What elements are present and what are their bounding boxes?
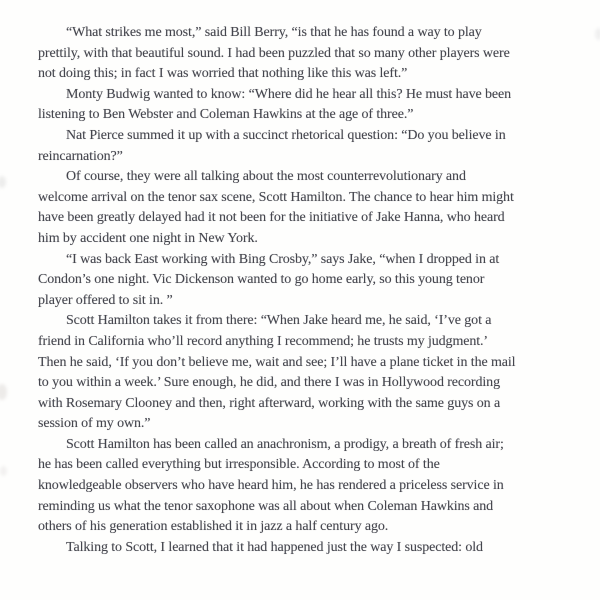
text-line: Scott Hamilton takes it from there: “When Jake heard me, he said, ‘I’ve got a <box>66 313 492 329</box>
text-line: welcome arrival on the tenor sax scene, Scott Hamilton. The chance to hear him might <box>38 189 514 205</box>
text-line: he has been called everything but irresponsible. According to most of the <box>38 457 440 473</box>
scan-smudge-artifact <box>0 466 7 476</box>
text-line: friend in California who’ll record anything I recommend; he trusts my judgment.’ <box>38 333 488 349</box>
text-line: Then he said, ‘If you don’t believe me, wait and see; I’ll have a plane ticket in the mail <box>38 354 516 370</box>
text-line: Monty Budwig wanted to know: “Where did he hear all this? He must have been <box>66 86 512 102</box>
text-line: prettily, with that beautiful sound. I had been puzzled that so many other players were <box>38 45 510 61</box>
text-line: Nat Pierce summed it up with a succinct rhetorical question: “Do you believe in <box>66 127 506 143</box>
text-line: not doing this; in fact I was worried that nothing like this was left.” <box>38 66 408 82</box>
text-line: listening to Ben Webster and Coleman Hawkins at the age of three.” <box>38 107 414 123</box>
text-line: player offered to sit in. ” <box>38 292 173 308</box>
text-line: “I was back East working with Bing Crosby,” says Jake, “when I dropped in at <box>66 251 500 267</box>
text-line: session of my own.” <box>38 416 151 432</box>
text-line: others of his generation established it in jazz a half century ago. <box>38 519 389 535</box>
text-line: “What strikes me most,” said Bill Berry, “is that he has found a way to play <box>66 25 482 40</box>
text-line: knowledgeable observers who have heard him, he has rendered a priceless service in <box>38 478 504 494</box>
text-line: reminding us what the tenor saxophone was all about when Coleman Hawkins and <box>38 498 494 514</box>
text-line: to you within a week.’ Sure enough, he did, and there I was in Hollywood recording <box>38 375 500 391</box>
text-line: Condon’s one night. Vic Dickenson wanted to go home early, so this young tenor <box>38 272 485 288</box>
text-line: Scott Hamilton has been called an anachronism, a prodigy, a breath of fresh air; <box>66 436 504 452</box>
text-line: with Rosemary Clooney and then, right afterward, working with the same guys on a <box>38 395 501 411</box>
scan-smudge-artifact <box>595 28 600 40</box>
text-line: reincarnation?” <box>38 148 123 164</box>
scan-smudge-artifact <box>0 176 6 188</box>
text-line: him by accident one night in New York. <box>38 230 258 246</box>
text-block <box>38 23 594 558</box>
text-line: have been greatly delayed had it not been for the initiative of Jake Hanna, who heard <box>38 210 505 226</box>
text-line: Talking to Scott, I learned that it had happened just the way I suspected: old <box>66 539 483 555</box>
text-line: Of course, they were all talking about the most counterrevolutionary and <box>66 169 466 185</box>
scan-smudge-artifact <box>0 384 7 400</box>
